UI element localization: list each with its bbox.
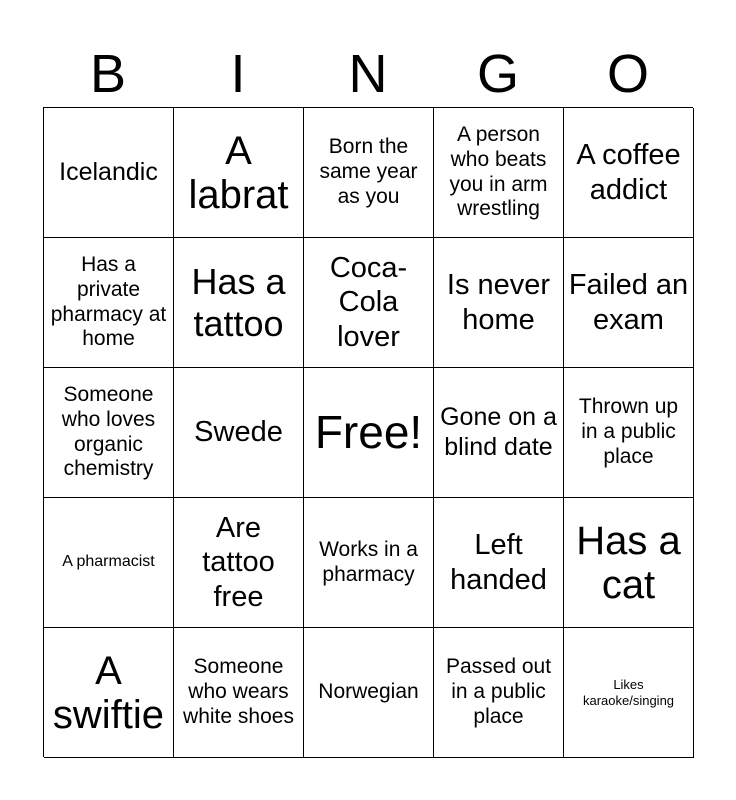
header-letter-o: O [606, 44, 649, 104]
bingo-cell: Works in a pharmacy [304, 498, 434, 628]
bingo-cell-free: Free! [304, 368, 434, 498]
bingo-cell: Failed an exam [564, 238, 694, 368]
bingo-cell: Born the same year as you [304, 108, 434, 238]
bingo-cell: Icelandic [44, 108, 174, 238]
bingo-cell: A person who beats you in arm wrestling [434, 108, 564, 238]
bingo-cell: A labrat [174, 108, 304, 238]
header-letter-b: B [89, 44, 127, 104]
header-letter-n: N [348, 44, 388, 104]
bingo-cell: Left handed [434, 498, 564, 628]
bingo-cell: Thrown up in a public place [564, 368, 694, 498]
bingo-cell: Passed out in a public place [434, 628, 564, 758]
bingo-cell: A pharmacist [44, 498, 174, 628]
bingo-cell: Has a private pharmacy at home [44, 238, 174, 368]
bingo-cell: Someone who loves organic chemistry [44, 368, 174, 498]
bingo-cell: Swede [174, 368, 304, 498]
bingo-cell: Are tattoo free [174, 498, 304, 628]
bingo-cell: Likes karaoke/singing [564, 628, 694, 758]
bingo-cell: Has a cat [564, 498, 694, 628]
bingo-cell: Coca-Cola lover [304, 238, 434, 368]
header-letter-i: I [230, 44, 246, 104]
header-letter-g: G [476, 44, 519, 104]
bingo-cell: Gone on a blind date [434, 368, 564, 498]
bingo-cell: Is never home [434, 238, 564, 368]
bingo-grid [43, 107, 693, 757]
bingo-cell: Has a tattoo [174, 238, 304, 368]
bingo-cell: Norwegian [304, 628, 434, 758]
bingo-cell: A coffee addict [564, 108, 694, 238]
bingo-header [43, 40, 693, 108]
bingo-cell: A swiftie [44, 628, 174, 758]
bingo-cell: Someone who wears white shoes [174, 628, 304, 758]
